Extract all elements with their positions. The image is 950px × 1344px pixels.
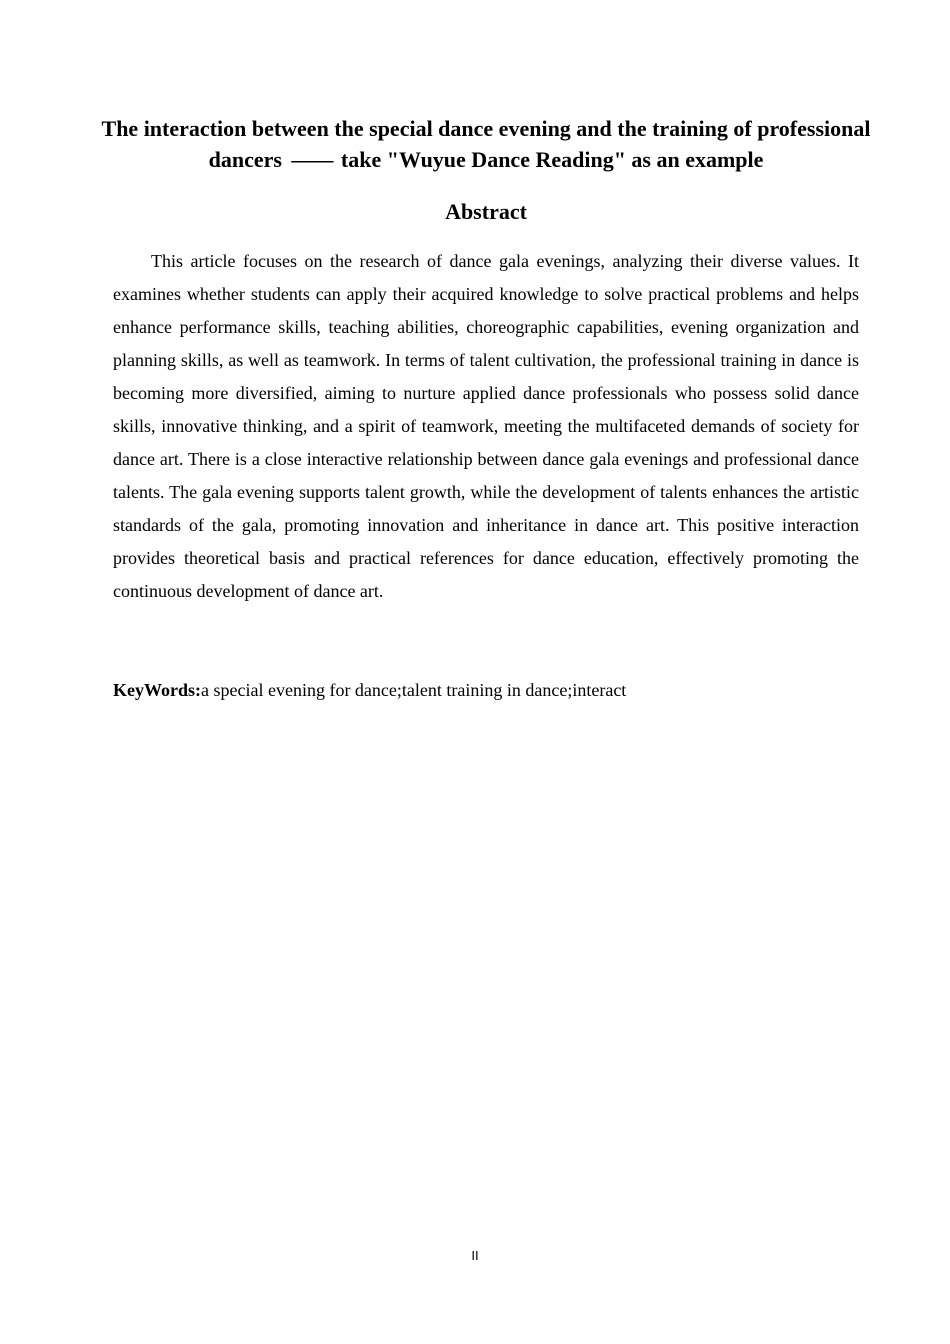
keywords-line: [113, 674, 859, 707]
keywords-text: a special evening for dance;talent training in dance;interact: [201, 680, 627, 700]
abstract-heading: Abstract: [445, 199, 527, 224]
paper-title-subtitle: take "Wuyue Dance Reading" as an example: [340, 147, 764, 172]
paper-title: [95, 113, 877, 175]
paper-title-main: The interaction between the special dance evening and the training of professional dancers: [101, 116, 871, 172]
abstract-body: This article focuses on the research of dance gala evenings, analyzing their diverse values. It examines whether students can apply their acquired knowledge to solve practical problems and helps enhance performance skills, teaching abilities, choreographic capabilities, evening organization and planning skills, as well as teamwork. In terms of talent cultivation, the professional training in dance is becoming more diversified, aiming to nurture applied dance professionals who possess solid dance skills, innovative thinking, and a spirit of teamwork, meeting the multifaceted demands of society for dance art. There is a close interactive relationship between dance gala evenings and professional dance talents. The gala evening supports talent growth, while the development of talents enhances the artistic standards of the gala, promoting innovation and inheritance in dance art. This positive interaction provides theoretical basis and practical references for dance education, effectively promoting the continuous development of dance art.: [113, 251, 859, 601]
page-number: II: [471, 1248, 479, 1263]
keywords-label: KeyWords:: [113, 680, 201, 700]
title-dash: ——: [291, 147, 332, 172]
